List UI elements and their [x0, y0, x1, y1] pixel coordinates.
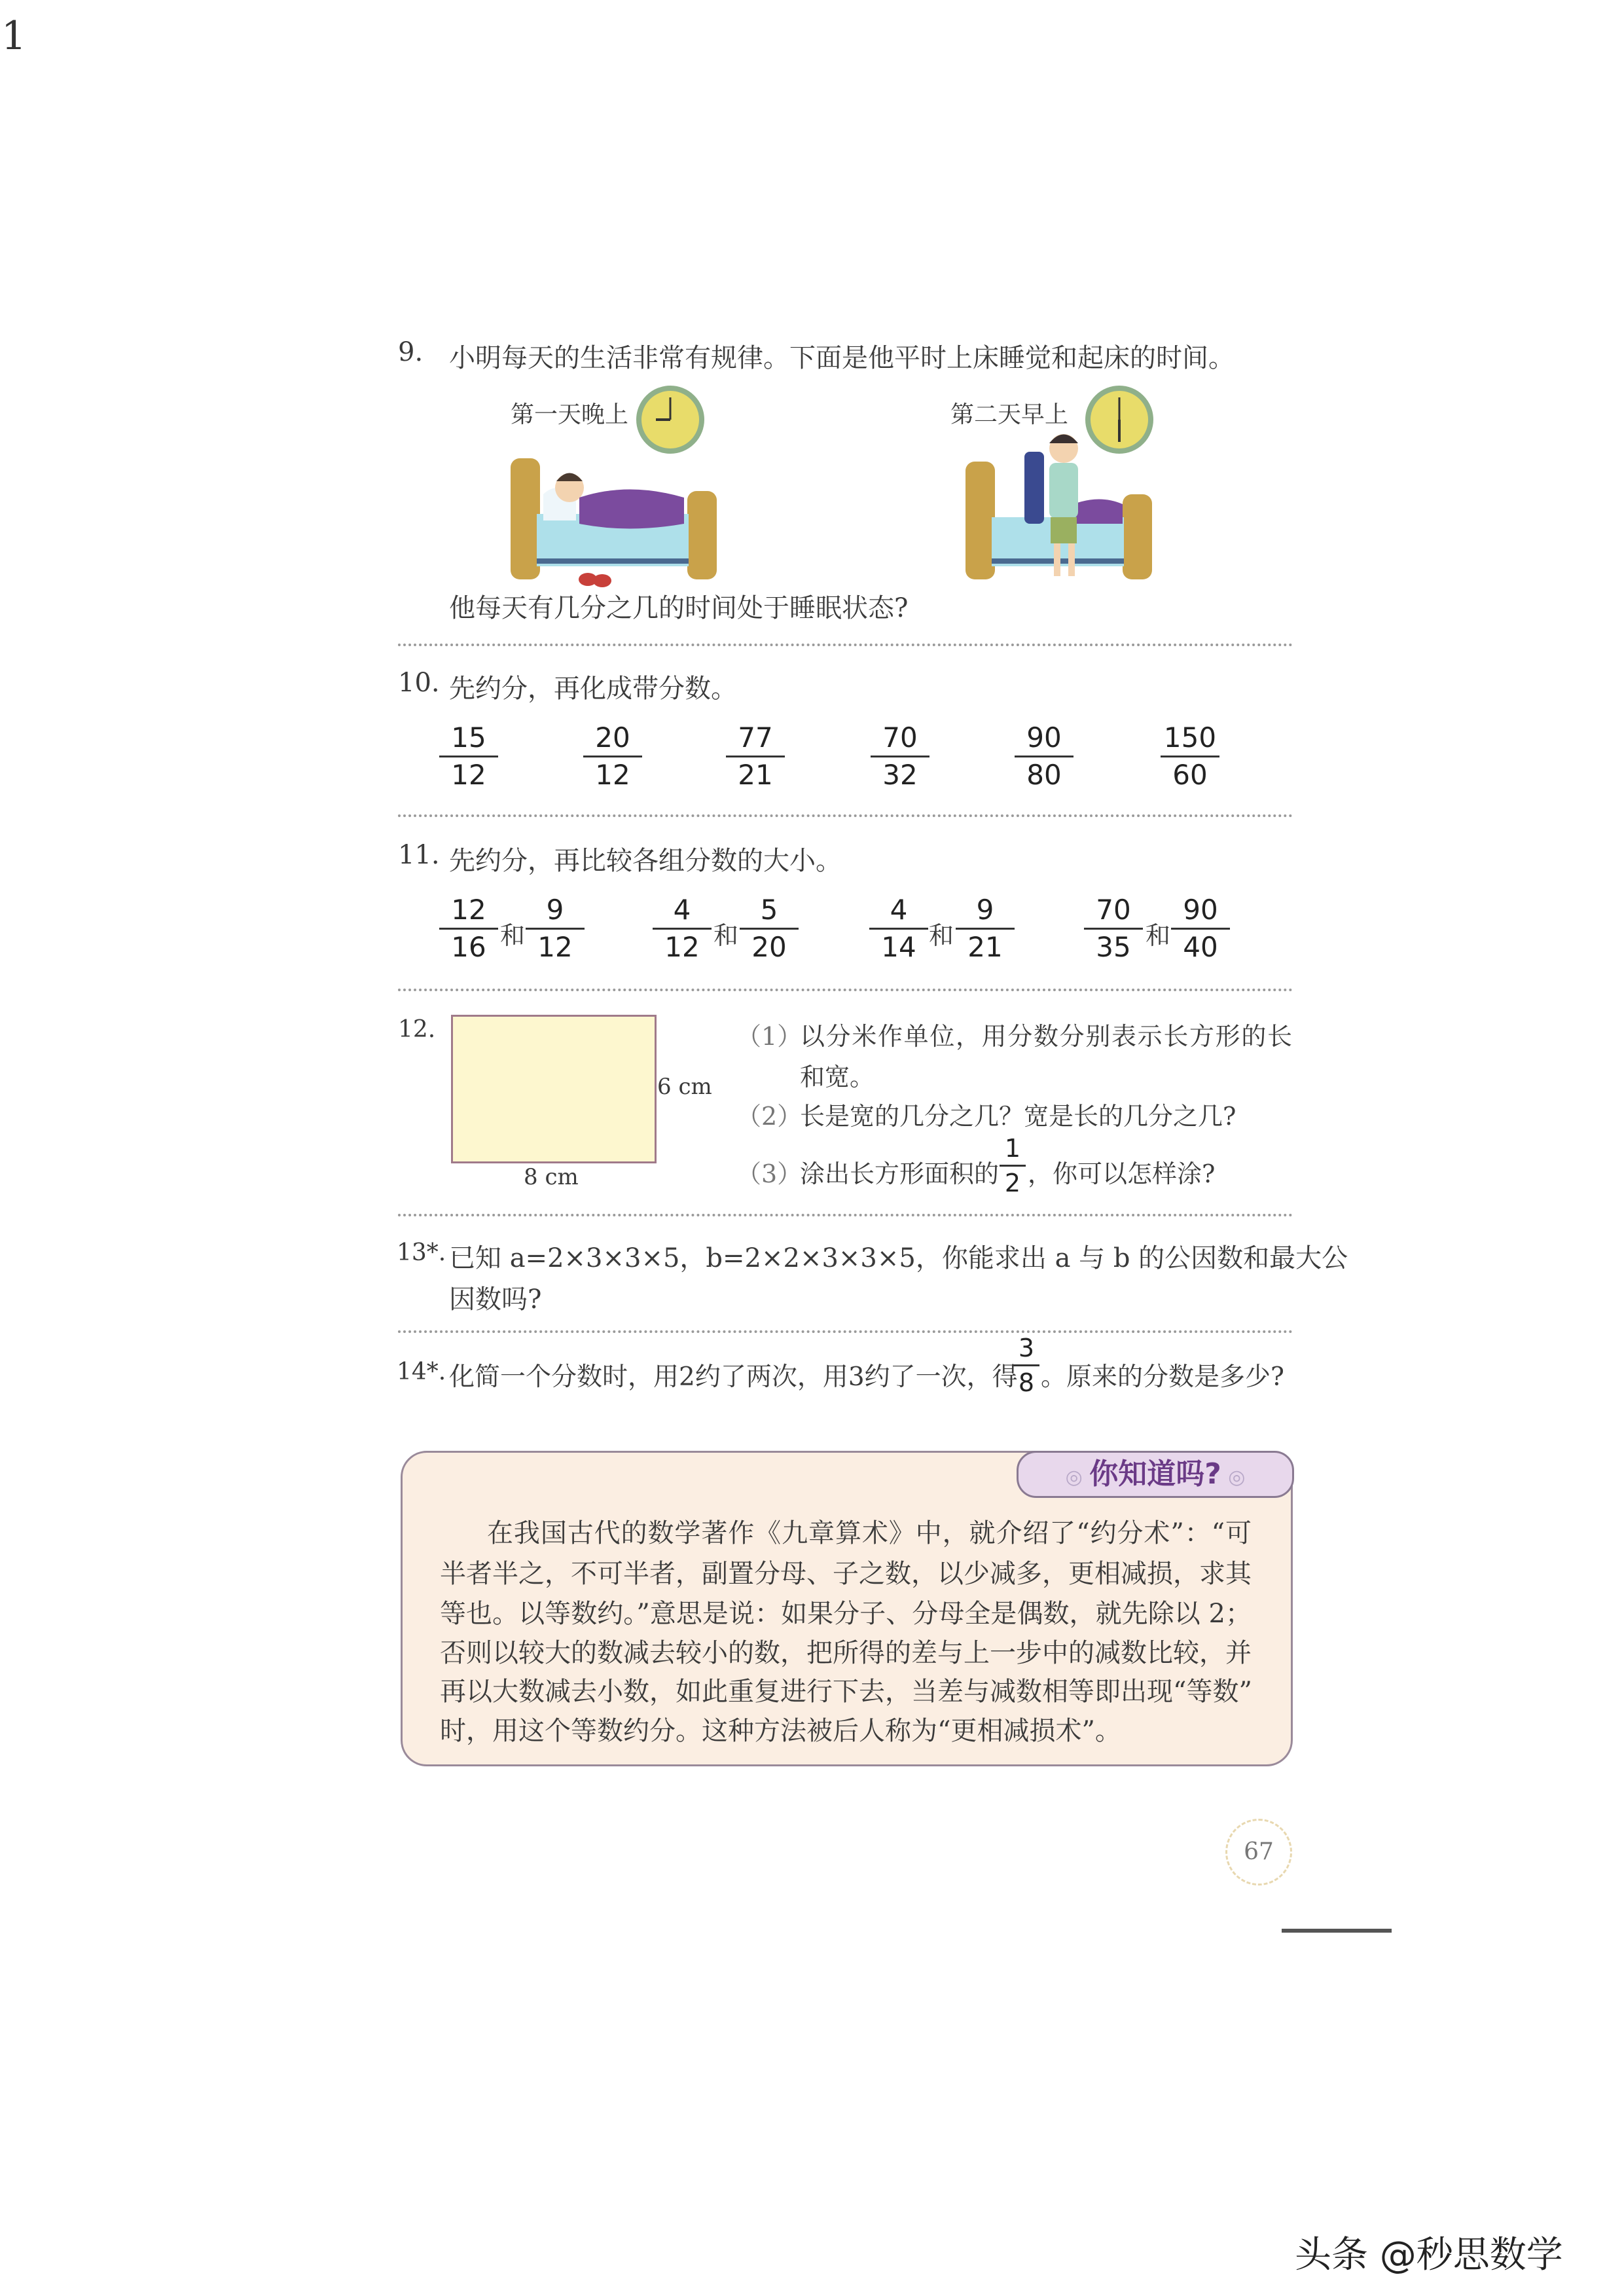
q11-text: 先约分，再比较各组分数的大小。: [449, 846, 842, 876]
circle-bullet-icon: ◎: [1221, 1466, 1246, 1489]
fraction: $\frac{4}{14}$: [869, 896, 928, 961]
q11-number: 11.: [398, 840, 440, 870]
q13-number: 13*.: [397, 1239, 446, 1266]
fraction: $\frac{70}{32}$: [871, 724, 929, 789]
fraction: $\frac{90}{40}$: [1171, 896, 1230, 961]
fraction: $\frac{9}{21}$: [956, 896, 1015, 961]
q13-text-cont: 因数吗?: [449, 1285, 542, 1315]
q9-text: 小明每天的生活非常有规律。下面是他平时上床睡觉和起床的时间。: [449, 343, 1235, 373]
footer-rule: [1282, 1929, 1392, 1933]
part-2-number: （2）: [736, 1102, 803, 1131]
divider: [398, 644, 1293, 646]
circle-bullet-icon: ◎: [1065, 1466, 1090, 1489]
and-label: 和: [500, 921, 526, 950]
part-3-number: （3）: [736, 1159, 803, 1188]
q9-number: 9.: [398, 337, 424, 367]
fraction: $\frac{12}{16}$: [439, 896, 498, 961]
info-line: 再以大数减去小数，如此重复进行下去，当差与减数相等即出现“等数”: [440, 1677, 1252, 1707]
divider: [398, 1330, 1293, 1333]
divider: [398, 989, 1293, 991]
height-label: 6 cm: [657, 1074, 712, 1100]
clock-icon: [1088, 388, 1151, 451]
divider: [398, 814, 1293, 817]
part-2-text: 长是宽的几分之几？宽是长的几分之几?: [800, 1102, 1236, 1131]
fraction: $\frac{5}{20}$: [740, 896, 799, 961]
corner-number: 1: [1, 13, 27, 59]
part-1-text: 以分米作单位，用分数分别表示长方形的长: [800, 1022, 1292, 1051]
q10-text: 先约分，再化成带分数。: [449, 674, 737, 704]
clock-icon: [639, 388, 702, 451]
and-label: 和: [713, 921, 739, 950]
did-you-know-title: ◎ 你知道吗? ◎: [1017, 1451, 1294, 1498]
width-label: 8 cm: [524, 1164, 579, 1190]
fraction: $\frac{90}{80}$: [1015, 724, 1074, 789]
fraction: $\frac{70}{35}$: [1084, 896, 1143, 961]
fraction: $\frac{20}{12}$: [583, 724, 642, 789]
fraction: $\frac{77}{21}$: [726, 724, 785, 789]
q14-text-end: 。原来的分数是多少?: [1041, 1362, 1284, 1392]
info-line: 等也。以等数约。”意思是说：如果分子、分母全是偶数，就先除以 2；: [440, 1599, 1252, 1629]
label-night: 第一天晚上: [511, 401, 629, 428]
bed-sleeping-icon: [511, 458, 717, 587]
watermark: 头条 @秒思数学: [1295, 2234, 1563, 2276]
fraction: $\frac{15}{12}$: [439, 724, 498, 789]
rectangle-figure: [451, 1015, 657, 1163]
fraction: $\frac{4}{12}$: [653, 896, 712, 961]
part-3-text: 涂出长方形面积的: [800, 1159, 1000, 1188]
and-label: 和: [929, 921, 954, 950]
q10-number: 10.: [398, 668, 440, 698]
info-line: 在我国古代的数学著作《九章算术》中，就介绍了“约分术”：“可: [487, 1518, 1252, 1548]
and-label: 和: [1146, 921, 1171, 950]
part-3-text-end: ，你可以怎样涂?: [1028, 1159, 1216, 1188]
fraction: $\frac{150}{60}$: [1161, 724, 1219, 789]
info-line: 时，用这个等数约分。这种方法被后人称为“更相减损术”。: [440, 1716, 1121, 1746]
fraction: $\frac{9}{12}$: [526, 896, 585, 961]
page-number: 67: [1225, 1819, 1292, 1886]
label-morning: 第二天早上: [950, 401, 1069, 428]
part-1-text-cont: 和宽。: [800, 1063, 875, 1091]
info-line: 否则以较大的数减去较小的数，把所得的差与上一步中的减数比较，并: [440, 1638, 1252, 1668]
q13-text: 已知 a=2×3×3×5，b=2×2×3×3×5，你能求出 a 与 b 的公因数和最大公: [449, 1243, 1348, 1273]
part-1-number: （1）: [736, 1022, 803, 1051]
q9-question: 他每天有几分之几的时间处于睡眠状态?: [449, 593, 909, 623]
info-line: 半者半之，不可半者，副置分母、子之数，以少减多，更相减损，求其: [440, 1559, 1252, 1589]
bed-waking-icon: [965, 434, 1152, 579]
fraction-one-half: $\frac{1}{2}$: [1000, 1136, 1026, 1195]
divider: [398, 1214, 1293, 1216]
fraction-three-eighths: $\frac{3}{8}$: [1013, 1336, 1039, 1395]
q14-number: 14*.: [397, 1358, 446, 1385]
q14-text: 化简一个分数时，用2约了两次，用3约了一次，得: [449, 1362, 1018, 1392]
sleep-illustration: [497, 383, 1218, 592]
q12-number: 12.: [398, 1016, 436, 1043]
